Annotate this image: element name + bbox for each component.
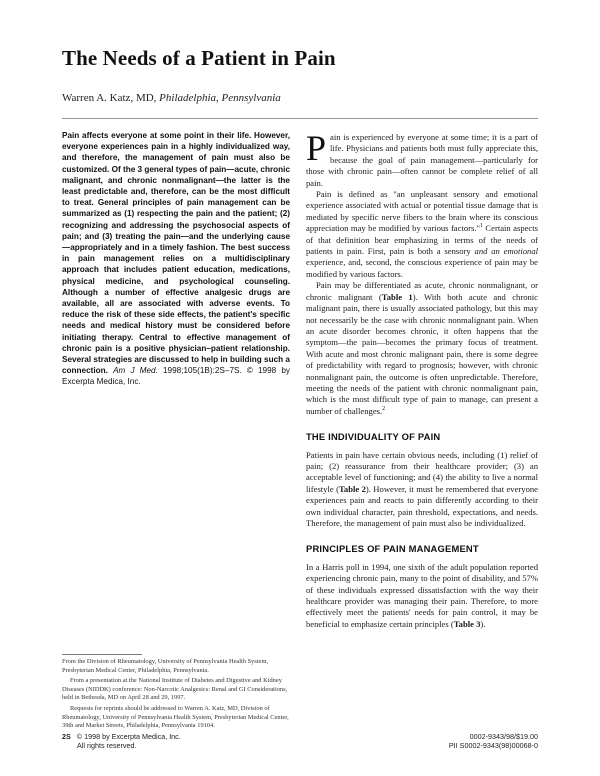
footnote-reprints: Requests for reprints should be addressed to Warren A. Katz, MD, Division of Rheumatology, University of Pennsylvania Health System, Presbyterian Medical Center, 39th and Market Streets, Philadelphia, Pennsylvania 19104. (62, 704, 289, 730)
definition-text: Pain is defined as "an unpleasant sensory and emotional experience associated with actual or potential tissue damage that is mediated by specific nerve fibers to the brain where its conscious appreciation may be modified by various factors." (306, 189, 538, 234)
footer-left (62, 732, 181, 750)
heading-principles: PRINCIPLES OF PAIN MANAGEMENT (306, 543, 479, 555)
heading-individuality: THE INDIVIDUALITY OF PAIN (306, 431, 441, 443)
table-2-ref: Table 2 (338, 483, 366, 494)
reference-2: 2 (382, 405, 386, 412)
footnotes (62, 658, 290, 733)
rights: All rights reserved. (77, 741, 137, 750)
principles-text-a: In a Harris poll in 1994, one sixth of the adult population reported experiencing chronic pain, many to the point of disability, and 57% of these individuals expressed dissatisfaction with the way their healthcare provider was managing their pain. Therefore, to more effectively meet the patients' needs for pain control, it may be beneficial to emphasize certain principles ( (306, 561, 538, 629)
citation-details: 1998;105(1B):2S–7S. © 1998 by Excerpta Medica, Inc. (62, 366, 290, 387)
types-text-b: ). With both acute and chronic malignant pain, there is usually associated pathology, but this may not necessarily be the case with chronic nonmalignant pain. When an acute disorder becomes chronic, it often happens that the symptom—the pain—becomes the primary focus of treatment. With acute and most chronic malignant pain, there is some degree of predictability with regard to prognosis; however, with chronic nonmalignant pain, the outcome is often unpredictable. Therefore, meeting the needs of the patient with chronic nonmalignant pain, which is the most difficult type of pain to manage, can present a number of challenges. (306, 291, 538, 416)
drop-cap: P (306, 128, 327, 168)
types-paragraph (306, 280, 538, 417)
page-number: 2S (62, 732, 71, 741)
pii-code: PII S0002-9343(98)00068-0 (448, 741, 538, 750)
definition-paragraph (306, 189, 538, 280)
definition-end: experience, and, second, the conscious experience of pain may be modified by various factors. (306, 257, 538, 279)
article-body (306, 128, 539, 630)
individuality-paragraph (306, 450, 538, 530)
footer-right (449, 732, 538, 750)
footnote-presentation: From a presentation at the National Institute of Diabetes and Digestive and Kidney Diseases (NIDDK) conference: Non-Narcotic Analgesics: Renal and GI Considerations, held in Bethesda, MD on April 28 and 29, 1997. (62, 677, 288, 702)
footnote-affiliation: From the Division of Rheumatology, University of Pennsylvania Health System, Presbyterian Medical Center, Philadelphia, Pennsylvania. (62, 658, 269, 674)
principles-text-b: ). (480, 618, 486, 629)
title-rule (62, 118, 538, 119)
individuality-text-b: ). However, it must be remembered that everyone experiences pain and reacts to pain differently according to their own individual character, pain threshold, expectations, and needs. Therefore, the management of pain must also be individualized. (306, 483, 538, 528)
intro-paragraph (306, 128, 538, 189)
abstract (62, 130, 290, 388)
individuality-text-a: Patients in pain have certain obvious needs, including (1) relief of pain; (2) reassurance from their healthcare provider; (3) an acceptable level of functioning; and (4) the ability to live a normal lifestyle ( (306, 449, 538, 494)
types-text-a: Pain may be differentiated as acute, chronic nonmalignant, or chronic malignant ( (306, 280, 538, 302)
table-3-ref: Table 3 (453, 618, 481, 629)
abstract-text: Pain affects everyone at some point in their life. However, everyone experiences pain in a highly individualized way, and therefore, the management of pain must also be customized. Of the 3 general types of pain—acute, chronic malignant, and chronic nonmalignant—the latter is the least predictable and, therefore, can be the most difficult to treat. General principles of pain management can be summarized as (1) respecting the pain and the patient; (2) recognizing and addressing the psychosocial aspects of pain; and (3) treating the pain—and the underlying cause—appropriately and in a timely fashion. The best success in pain management relies on a multidisciplinary approach that includes patient education, medications, physical medicine, and psychological counseling. Although a number of effective analgesic drugs are available, all are associated with adverse events. To reduce the risk of these side effects, the patient's specific needs and medical history must be considered before initiating therapy. Central to effective management of chronic pain is a positive physician–patient relationship. Several strategies are discussed to help in building such a connection. (62, 131, 290, 376)
intro-text: ain is experienced by everyone at some time; it is a part of life. Physicians and patients both must fully appreciate this, because the goal of pain management—particularly for those with chronic pain—often cannot be complete relief of all pain. (306, 132, 538, 188)
definition-emphasis: and an emotional (474, 246, 539, 257)
footnote-rule (62, 654, 142, 655)
definition-continued: Certain aspects of that definition bear emphasizing in terms of the needs of patients in pain. First, pain is both a sensory (306, 223, 538, 257)
price-code: 0002-9343/98/$19.00 (469, 732, 538, 741)
copyright: © 1998 by Excerpta Medica, Inc. (76, 732, 181, 741)
table-1-ref: Table 1 (381, 291, 413, 302)
author-line (62, 92, 542, 104)
article-title: The Needs of a Patient in Pain (62, 46, 336, 70)
reference-1: 1 (479, 223, 483, 230)
citation-journal: Am J Med. (113, 366, 158, 376)
author-location: Philadelphia, Pennsylvania (159, 92, 281, 104)
author-name: Warren A. Katz, MD, (62, 92, 160, 104)
principles-paragraph (306, 562, 538, 630)
